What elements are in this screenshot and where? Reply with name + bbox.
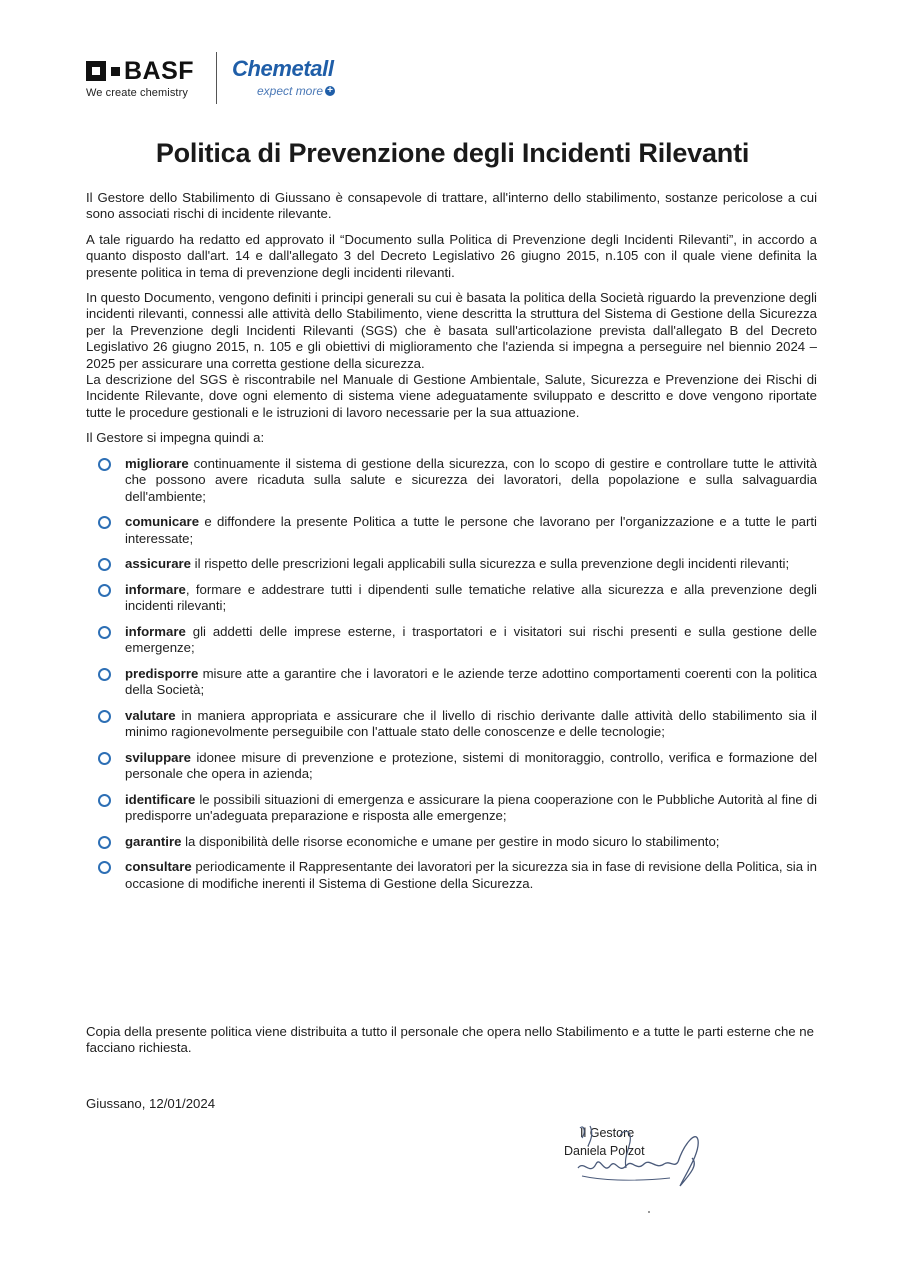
commitment-text: la disponibilità delle risorse economiche e umane per gestire in modo sicuro lo stabilimento; — [181, 833, 720, 849]
basf-mark — [86, 58, 208, 84]
list-item — [86, 792, 817, 825]
signatory-name: Daniela Polzot — [564, 1144, 645, 1158]
paragraph: La descrizione del SGS è riscontrabile nel Manuale di Gestione Ambientale, Salute, Sicurezza e Prevenzione dei Rischi di Incidente Rilevante, dove ogni elemento di sistema viene adeguatamente sviluppato e descritto e dove vengono riportate tutte le procedure gestionali e le istruzioni di lavoro necessarie per la sua attuazione. — [86, 372, 817, 420]
commitment-keyword: migliorare — [125, 455, 189, 471]
commitment-text: il rispetto delle prescrizioni legali applicabili sulla sicurezza e sulla prevenzione degli incidenti rilevanti; — [191, 556, 790, 572]
list-item — [86, 456, 817, 505]
list-item — [86, 666, 817, 699]
circle-bullet-icon — [98, 626, 111, 639]
commitment-keyword: sviluppare — [125, 749, 191, 765]
chemetall-tagline-row — [257, 84, 362, 98]
commitment-text: in maniera appropriata e assicurare che il livello di rischio derivante dalle attività dello stabilimento sia il minimo ragionevolmente perseguibile con l'attuale stato delle conoscenze e delle tecnologie; — [125, 707, 817, 740]
basf-wordmark: BASF — [124, 57, 195, 85]
commitment-keyword: valutare — [125, 707, 176, 723]
list-item — [86, 556, 817, 572]
commitment-keyword: informare — [125, 623, 186, 639]
commitment-keyword: consultare — [125, 859, 192, 875]
list-item — [86, 582, 817, 615]
place-date: Giussano, 12/01/2024 — [86, 1096, 216, 1111]
logo-divider — [216, 52, 217, 104]
basf-tagline: We create chemistry — [86, 87, 188, 99]
commitment-text: gli addetti delle imprese esterne, i trasportatori e i visitatori sui rischi presenti e sulla gestione delle emergenze; — [125, 623, 817, 656]
commitment-keyword: informare — [125, 581, 186, 597]
list-item — [86, 750, 817, 783]
commitment-keyword: identificare — [125, 791, 196, 807]
scan-speck — [648, 1211, 650, 1213]
commitments-list — [86, 456, 817, 892]
list-item — [86, 624, 817, 657]
commitment-text: misure atte a garantire che i lavoratori e le aziende terze adottino comportamenti coerenti con la politica della Società; — [125, 665, 817, 698]
chemetall-logo — [232, 56, 362, 98]
commitment-text: , formare e addestrare tutti i dipendenti sulle tematiche relative alla sicurezza e alla prevenzione degli incidenti rilevanti; — [125, 581, 817, 614]
circle-bullet-icon — [98, 861, 111, 874]
basf-dash-icon — [111, 67, 120, 76]
list-item — [86, 708, 817, 741]
circle-bullet-icon — [98, 584, 111, 597]
commitment-text: continuamente il sistema di gestione della sicurezza, con lo scopo di gestire e controllare tutte le attività che possono avere ricaduta sulla salute e sicurezza dei lavoratori, della popolazione e sulla salvaguardia dell'ambiente; — [125, 455, 817, 504]
commitment-keyword: predisporre — [125, 665, 199, 681]
circle-bullet-icon — [98, 794, 111, 807]
commitments-intro: Il Gestore si impegna quindi a: — [86, 430, 265, 446]
closing-paragraph: Copia della presente politica viene distribuita a tutto il personale che opera nello Stabilimento e a tutte le parti esterne che ne facciano richiesta. — [86, 1024, 814, 1056]
chemetall-wordmark: Chemetall — [232, 56, 334, 81]
basf-square-icon — [86, 61, 106, 81]
circle-bullet-icon — [98, 836, 111, 849]
paragraph: Il Gestore dello Stabilimento di Giussano è consapevole di trattare, all'interno dello stabilimento, sostanze pericolose a cui sono associati rischi di incidente rilevante. — [86, 190, 817, 222]
paragraph: In questo Documento, vengono definiti i principi generali su cui è basata la politica della Società riguardo la prevenzione degli incidenti rilevanti, connessi alle attività dello Stabilimento, viene descritta la struttura del Sistema di Gestione della Sicurezza per la Prevenzione degli Incidenti Rilevanti (SGS) che è basata sull'articolazione prevista dall'allegato B del Decreto Legislativo 26 giugno 2015, n. 105 e gli obiettivi di miglioramento che l'azienda si impegna a perseguire nel biennio 2024 – 2025 per assicurare una corretta gestione della sicurezza. — [86, 290, 817, 371]
chemetall-tagline: expect more — [257, 84, 324, 98]
commitment-keyword: assicurare — [125, 556, 191, 572]
signatory-role: Il Gestore — [580, 1126, 635, 1140]
commitment-text: le possibili situazioni di emergenza e assicurare la piena cooperazione con le Pubbliche Autorità al fine di predisporre un'adeguata preparazione e risposta alle emergenze; — [125, 791, 817, 824]
plus-circle-icon: + — [325, 86, 335, 96]
paragraph: A tale riguardo ha redatto ed approvato il “Documento sulla Politica di Prevenzione degli Incidenti Rilevanti”, in accordo a quanto disposto dall'art. 14 e dall'allegato 3 del Decreto Legislativo 26 giugno 2015, n.105 con il quale viene definita la presente politica in tema di prevenzione degli incidenti rilevanti. — [86, 231, 817, 280]
handwritten-signature — [560, 1124, 710, 1194]
circle-bullet-icon — [98, 516, 111, 529]
document-body — [86, 190, 817, 901]
commitment-keyword: garantire — [125, 833, 182, 849]
basf-logo — [86, 58, 208, 99]
commitment-text: periodicamente il Rappresentante dei lavoratori per la sicurezza sia in fase di revisione della Politica, sia in occasione di modifiche inerenti il Sistema di Gestione della Sicurezza. — [125, 859, 817, 891]
signature-block — [560, 1124, 710, 1194]
commitment-text: e diffondere la presente Politica a tutte le persone che lavorano per l'organizzazione e a tutte le parti interessate; — [125, 514, 817, 546]
circle-bullet-icon — [98, 668, 111, 681]
circle-bullet-icon — [98, 458, 111, 471]
circle-bullet-icon — [98, 710, 111, 723]
circle-bullet-icon — [98, 558, 111, 571]
page-title: Politica di Prevenzione degli Incidenti Rilevanti — [155, 138, 750, 168]
circle-bullet-icon — [98, 752, 111, 765]
list-item — [86, 834, 817, 850]
commitment-keyword: comunicare — [125, 514, 200, 530]
list-item — [86, 859, 817, 892]
commitment-text: idonee misure di prevenzione e protezione, sistemi di monitoraggio, controllo, verifica e formazione del personale che opera in azienda; — [125, 749, 817, 782]
list-item — [86, 514, 817, 547]
